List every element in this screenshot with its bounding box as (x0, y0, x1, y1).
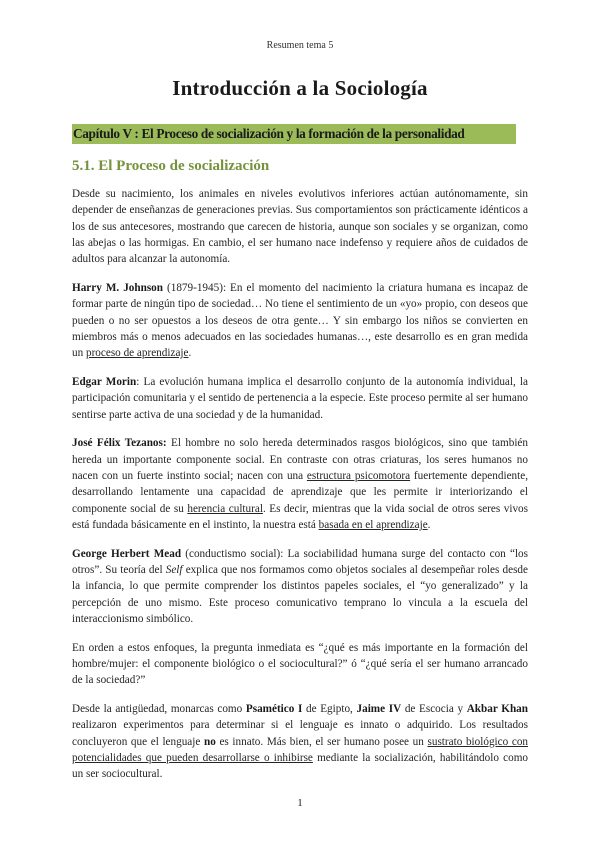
paragraph-text: . Es decir, mientras que la vida social de otros seres vivos está fundada básicamente en el instinto, la nuestra está (72, 502, 528, 531)
underlined-term: estructura psicomotora (306, 469, 411, 482)
paragraph-text: . (188, 347, 192, 360)
author-name: Edgar Morin (72, 375, 137, 388)
paragraph-closing (72, 701, 528, 782)
underlined-term: proceso de aprendizaje (85, 347, 189, 360)
paragraph-text: (1879-1945): En el momento del nacimiento la criatura humana es incapaz de formar parte de ningún tipo de sociedad… No tiene el sentimiento de un «yo» propio, con deseos que pueden o no ser opuestos a los deseos de otra gente… Y sin embargo los niños se convierten en miembros más o menos adecuados en las sociedades humanas…, este desarrollo es en gran medida un (72, 281, 528, 360)
author-name: George Herbert Mead (72, 547, 182, 560)
page-number: 1 (297, 797, 303, 809)
document-body (72, 186, 528, 795)
monarch-name: Akbar Khan (466, 703, 528, 716)
paragraph-text: realizaron experimentos para determinar si el lenguaje es innato o adquirido. Los resultados concluyeron que el lenguaje (72, 719, 528, 748)
underlined-term: sustrato biológico con potencialidades que pueden desarrollarse o inhibirse (72, 735, 529, 764)
document-title: Introducción a la Sociología (172, 76, 428, 100)
paragraph-question: En orden a estos enfoques, la pregunta inmediata es “¿qué es más importante en la formación del hombre/mujer: el componente biológico o el sociocultural?” ó “¿qué sería el ser humano arrancado de la sociedad?” (72, 641, 528, 687)
author-name: José Félix Tezanos: (72, 437, 167, 450)
underlined-term: herencia cultural (187, 502, 263, 515)
paragraph-text: fuertemente dependiente, desarrollando lentamente una capacidad de aprendizaje que les permite ir interiorizando el componente social de su (72, 469, 528, 515)
chapter-heading-highlight (72, 124, 516, 144)
paragraph-mead (72, 546, 528, 627)
running-header: Resumen tema 5 (266, 40, 334, 51)
paragraph-text: de Escocia y (401, 703, 467, 716)
paragraph-tezanos (72, 435, 528, 533)
paragraph-text: mediante la socialización, habilitándolo como un ser sociocultural. (72, 751, 528, 781)
paragraph-text: (conductismo social): La sociabilidad humana surge del contacto con “los otros”. Su teoría del (72, 547, 528, 576)
author-name: Harry M. Johnson (72, 281, 163, 294)
paragraph-text: . (427, 518, 431, 531)
paragraph-text: El hombre no solo hereda determinados rasgos biológicos, sino que también hereda un importante componente social. En contraste con otras criaturas, los seres humanos no nacen con un fuerte instinto social; nacen con una (72, 437, 528, 482)
underlined-term: basada en el aprendizaje (318, 518, 428, 531)
paragraph-morin (72, 374, 528, 423)
italic-term: Self (165, 563, 183, 576)
paragraph-text: : La evolución humana implica el desarrollo conjunto de la autonomía individual, la participación comunitaria y el sentido de pertenencia a la especie. Este proceso permite al ser humano sentirse parte activa de una sociedad y de la humanidad. (72, 375, 529, 421)
emphasis-word: no (204, 735, 216, 748)
paragraph-text: es innato. Más bien, el ser humano posee un (215, 735, 428, 748)
paragraph-johnson (72, 280, 528, 361)
paragraph-intro: Desde su nacimiento, los animales en niveles evolutivos inferiores actúan autónomamente, sin depender de enseñanzas de generaciones previas. Sus comportamientos son prácticamente idénticos a los de sus antecesores, mostrando que carecen de historia, aunque son sociales y se organizan, como las abejas o las hormigas. En cambio, el ser humano nace indefenso y requiere años de cuidados de adultos para alcanzar la autonomía. (72, 188, 528, 266)
monarch-name: Jaime IV (356, 703, 402, 716)
chapter-heading: Capítulo V : El Proceso de socialización y la formación de la personalidad (73, 126, 465, 141)
monarch-name: Psamético I (245, 703, 303, 716)
paragraph-text: Desde la antigüedad, monarcas como (72, 703, 246, 716)
paragraph-text: explica que nos formamos como objetos sociales al desempeñar roles desde la infancia, lo que permite comprender los distintos papeles sociales, el “yo generalizado” y la percepción de uno mismo. Este proceso comunicativo temprano lo vincula a la escuela del interaccionismo simbólico. (72, 563, 528, 625)
paragraph-text: de Egipto, (302, 703, 357, 716)
section-heading: 5.1. El Proceso de socialización (72, 158, 270, 174)
